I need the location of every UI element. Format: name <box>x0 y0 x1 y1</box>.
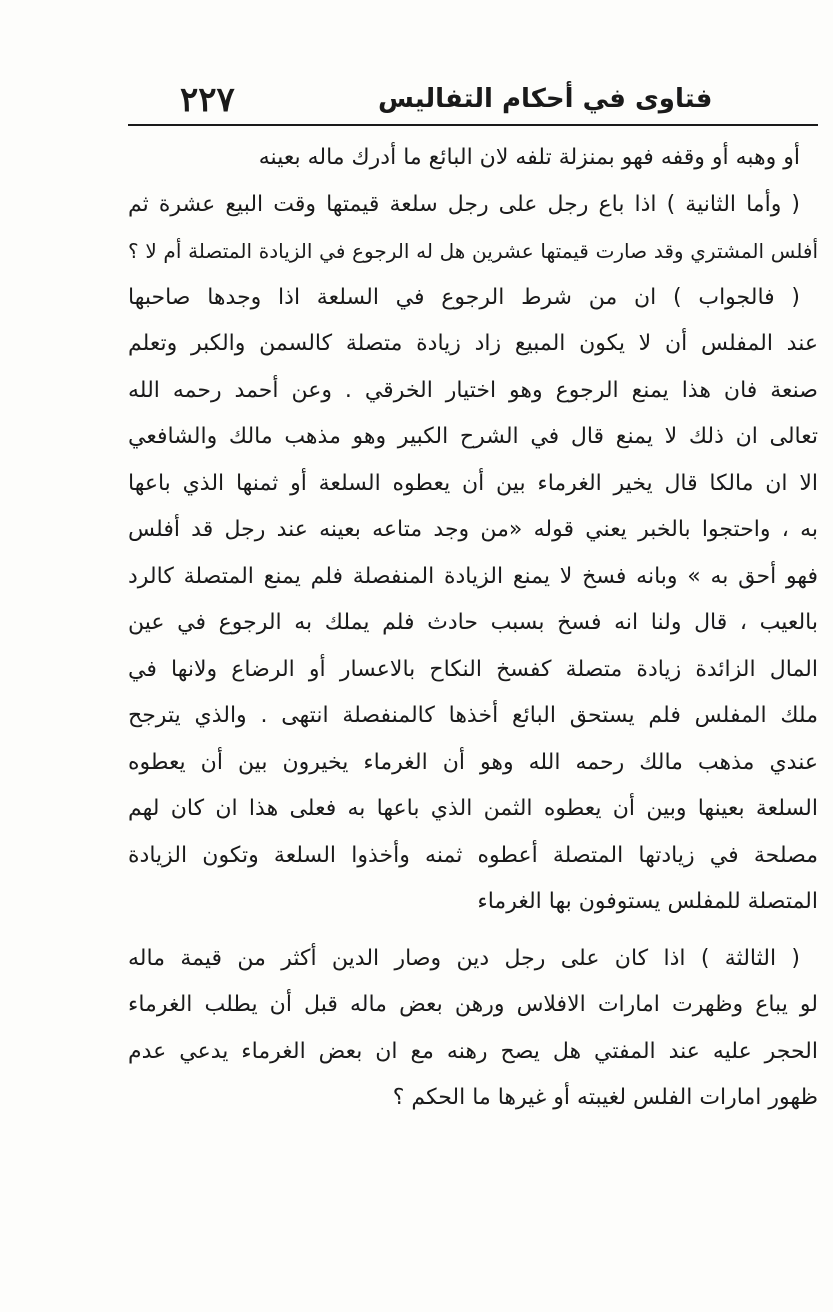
text-line: تعالى ان ذلك لا يمنع قال في الشرح الكبير وهو مذهب مالك والشافعي <box>128 424 818 449</box>
text-line: فهو أحق به » وبانه فسخ لا يمنع الزيادة المنفصلة فلم يمنع المتصلة كالرد <box>128 563 818 589</box>
text-line: ملك المفلس فلم يستحق البائع أخذها كالمنفصلة انتهى . والذي يترجح <box>128 703 818 728</box>
text-line: أو وهبه أو وقفه فهو بمنزلة تلفه لان البائع ما أدرك ماله بعينه <box>258 145 800 170</box>
running-title: فتاوى في أحكام التفاليس <box>378 84 713 114</box>
running-header <box>128 74 818 124</box>
text-line: ( الثالثة ) اذا كان على رجل دين وصار الدين أكثر من قيمة ماله <box>128 945 800 971</box>
text-line: مصلحة في زيادتها المتصلة أعطوه ثمنه وأخذوا السلعة وتكون الزيادة <box>128 842 818 868</box>
text-line: عندي مذهب مالك رحمه الله وهو أن الغرماء يخيرون بين أن يعطوه <box>128 749 818 775</box>
text-line: بالعيب ، قال ولنا انه فسخ بسبب حادث فلم يملك به الرجوع في عين <box>128 610 818 635</box>
text-line: المتصلة للمفلس يستوفون بها الغرماء <box>477 889 818 914</box>
header-divider <box>128 124 818 126</box>
text-line: أفلس المشتري وقد صارت قيمتها عشرين هل له الرجوع في الزيادة المتصلة أم لا ؟ <box>128 239 818 263</box>
text-line: الحجر عليه عند المفتي هل يصح رهنه مع ان بعض الغرماء يدعي عدم <box>128 1038 818 1064</box>
text-line: صنعة فان هذا يمنع الرجوع وهو اختيار الخرقي . وعن أحمد رحمه الله <box>128 377 818 403</box>
text-line: المال الزائدة زيادة متصلة كفسخ النكاح بالاعسار أو الرضاع ولانها في <box>128 656 818 682</box>
text-line: ( وأما الثانية ) اذا باع رجل على رجل سلعة قيمتها وقت البيع عشرة ثم <box>128 191 800 217</box>
page-body <box>128 135 818 1122</box>
text-line: عند المفلس أن لا يكون المبيع زاد زيادة متصلة كالسمن والكبر وتعلم <box>128 331 818 356</box>
text-line: ظهور امارات الفلس لغيبته أو غيرها ما الحكم ؟ <box>392 1085 818 1110</box>
text-line: ( فالجواب ) ان من شرط الرجوع في السلعة اذا وجدها صاحبها <box>128 284 800 310</box>
page-number: ٢٢٧ <box>180 80 235 120</box>
text-line: الا ان مالكا قال يخير الغرماء بين أن يعطوه السلعة أو ثمنها الذي باعها <box>128 470 818 496</box>
paragraph-gap <box>128 926 818 936</box>
text-line: السلعة بعينها وبين أن يعطوه الثمن الذي باعها به فعلى هذا ان كان لهم <box>128 796 818 821</box>
text-line: به ، واحتجوا بالخبر يعني قوله «من وجد متاعه بعينه عند رجل قد أفلس <box>128 517 818 542</box>
text-line: لو يباع وظهرت امارات الافلاس ورهن بعض ماله قبل أن يطلب الغرماء <box>128 992 818 1017</box>
